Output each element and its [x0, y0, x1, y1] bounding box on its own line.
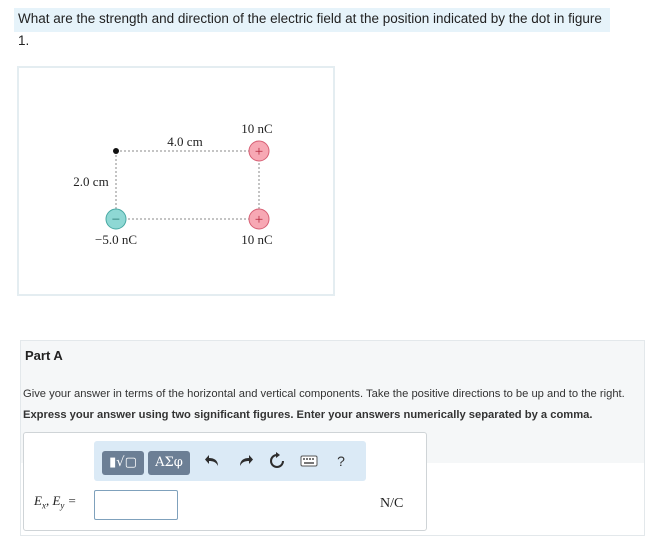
positive-sign-top: +	[254, 144, 264, 160]
keyboard-icon[interactable]	[298, 450, 320, 472]
width-label: 4.0 cm	[167, 134, 203, 149]
top-right-charge-label: 10 nC	[241, 121, 273, 136]
symbols-button[interactable]: ΑΣφ	[148, 451, 190, 475]
positive-sign-bottom: +	[254, 212, 264, 228]
units-label: N/C	[380, 496, 404, 511]
instruction-components: Give your answer in terms of the horizontal and vertical components. Take the positive directions to be up and to the right.	[23, 388, 625, 400]
figure-panel	[17, 66, 335, 296]
instruction-sig-figs: Express your answer using two significant figures. Enter your answers numerically separated by a comma.	[23, 409, 593, 421]
answer-box	[23, 432, 427, 531]
question-text: What are the strength and direction of the electric field at the position indicated by the dot in figure 1.	[14, 8, 610, 32]
charge-diagram	[19, 68, 337, 298]
answer-label: $E_x$, $E_y$ =	[34, 493, 77, 511]
redo-icon[interactable]	[234, 450, 256, 472]
field-point-dot	[113, 148, 119, 154]
reset-icon[interactable]	[266, 450, 288, 472]
math-toolbar	[94, 441, 366, 481]
height-label: 2.0 cm	[73, 174, 109, 189]
bottom-right-charge-label: 10 nC	[241, 232, 273, 247]
bottom-left-charge-label: −5.0 nC	[94, 232, 138, 247]
templates-button[interactable]: ▮√▢	[102, 451, 144, 475]
undo-icon[interactable]	[202, 450, 224, 472]
negative-sign: −	[111, 212, 121, 228]
part-title: Part A	[21, 341, 644, 371]
help-icon[interactable]: ?	[337, 453, 345, 469]
answer-input[interactable]	[94, 490, 178, 520]
part-a-section	[20, 340, 645, 536]
